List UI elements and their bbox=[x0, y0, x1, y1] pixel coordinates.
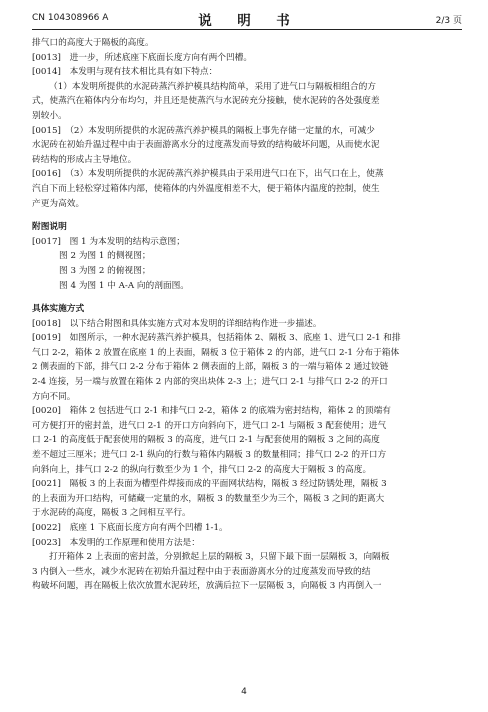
section-heading-embodiments: 具体实施方式 bbox=[32, 304, 85, 315]
text-line: 排气口的高度大于隔板的高度。 bbox=[32, 38, 154, 48]
page-number: 4 bbox=[241, 687, 247, 697]
paragraph-0021: [0021] 隔板 3 的上表面为槽型件焊接而成的平面网状结构，隔板 3 经过防锈处理，隔板 3 bbox=[32, 479, 387, 490]
text-line: 2-4 连接，另一端与放置在箱体 2 内部的突出块体 2-3 上；进气口 2-1 与排气口 2-2 的开口 bbox=[32, 377, 388, 388]
text-line: 砖结构的形成占主导地位。 bbox=[32, 154, 137, 165]
paragraph-0019: [0019] 如图所示，一种水泥砖蒸汽养护模具，包括箱体 2、隔板 3、底座 1、进气口 2-1 和排 bbox=[32, 333, 401, 344]
text-line: 方向不同。 bbox=[32, 391, 76, 402]
text-line: 可方便打开的密封盖，进气口 2-1 的开口方向斜向下，进气口 2-1 与隔板 3 配套使用；进气 bbox=[32, 420, 387, 431]
paragraph-0016: [0016] （3）本发明所提供的水泥砖蒸汽养护模具由于采用进气口在下，出气口在上，使蒸 bbox=[32, 169, 384, 180]
text-line: 差不超过三厘米；进气口 2-1 纵向的行数与箱体内隔板 3 的数量相同；排气口 2-2 的开口方 bbox=[32, 450, 387, 461]
text-line: 2 侧表面的下部，排气口 2-2 分布于箱体 2 侧表面的上部，隔板 3 的一端与箱体 2 通过铰链 bbox=[32, 362, 389, 373]
paragraph-0015: [0015] （2）本发明所提供的水泥砖蒸汽养护模具的隔板上事先存储一定量的水，可减少 bbox=[32, 125, 375, 136]
figure-caption: 图 4 为图 1 中 A-A 向的剖面图。 bbox=[59, 280, 189, 291]
text-line: 的上表面为开口结构，可储藏一定量的水，隔板 3 的数量至少为三个，隔板 3 之间的距离大 bbox=[32, 493, 385, 504]
text-line: 式，使蒸汽在箱体内分布均匀，并且还是使蒸汽与水泥砖充分接触，使水泥砖的各处强度差 bbox=[32, 96, 380, 107]
paragraph-0017: [0017] 图 1 为本发明的结构示意图； bbox=[32, 236, 185, 247]
text-line: 口 2-1 的高度低于配套使用的隔板 3 的高度，进气口 2-1 与配套使用的隔板 3 之间的高度 bbox=[32, 435, 380, 446]
text-line: 气口 2-2，箱体 2 放置在底座 1 的上表面，隔板 3 位于箱体 2 的内部，进气口 2-1 分布于箱体 bbox=[32, 347, 400, 358]
section-heading-drawings: 附图说明 bbox=[32, 222, 67, 233]
paragraph-0020: [0020] 箱体 2 包括进气口 2-1 和排气口 2-2，箱体 2 的底端为密封结构，箱体 2 的顶端有 bbox=[32, 406, 391, 417]
text-line: 3 内倒入一些水，减少水泥砖在初始升温过程中由于表面游离水分的过度蒸发而导致的结 bbox=[32, 566, 371, 577]
text-line: 打开箱体 2 上表面的密封盖，分别掀起上层的隔板 3，只留下最下面一层隔板 3，向隔板 bbox=[49, 552, 390, 563]
text-line: （1）本发明所提供的水泥砖蒸汽养护模具结构简单，采用了进气口与隔板相组合的方 bbox=[49, 81, 376, 92]
paragraph-0014: [0014] 本发明与现有技术相比具有如下特点： bbox=[32, 67, 218, 78]
page-indicator: 2/3 页 bbox=[435, 16, 462, 26]
figure-caption: 图 2 为图 1 的侧视图； bbox=[59, 251, 151, 262]
page-header bbox=[32, 9, 462, 30]
text-line: 水泥砖在初始升温过程中由于表面游离水分的过度蒸发而导致的结构破坏问题，从而使水泥 bbox=[32, 140, 380, 151]
document-title: 说 明 书 bbox=[198, 13, 296, 29]
paragraph-0022: [0022] 底座 1 下底面长度方向有两个凹槽 1-1。 bbox=[32, 523, 228, 533]
text-line: 汽自下而上轻松穿过箱体内部，使箱体的内外温度相差不大，便于箱体内温度的控制，使生 bbox=[32, 183, 380, 194]
document-body bbox=[32, 36, 464, 594]
figure-caption: 图 3 为图 2 的俯视图； bbox=[59, 265, 151, 276]
paragraph-0018: [0018] 以下结合附图和具体实施方式对本发明的详细结构作进一步描述。 bbox=[32, 318, 322, 329]
text-line: 构破坏问题，再在隔板上依次放置水泥砖坯，放满后拉下一层隔板 3，向隔板 3 内再倒入一 bbox=[32, 581, 382, 592]
text-line: 于水泥砖的高度，隔板 3 之间相互平行。 bbox=[32, 508, 191, 519]
text-line: 产更为高效。 bbox=[32, 198, 85, 209]
text-line: 向斜向上，排气口 2-2 的纵向行数至少为 1 个，排气口 2-2 的高度大于隔板 3 的高度。 bbox=[32, 464, 372, 475]
text-line: 别较小。 bbox=[32, 110, 67, 121]
paragraph-0013: [0013] 进一步，所述底座下底面长度方向有两个凹槽。 bbox=[32, 52, 253, 63]
patent-number: CN 104308966 A bbox=[32, 13, 109, 23]
paragraph-0023: [0023] 本发明的工作原理和使用方法是： bbox=[32, 537, 200, 548]
